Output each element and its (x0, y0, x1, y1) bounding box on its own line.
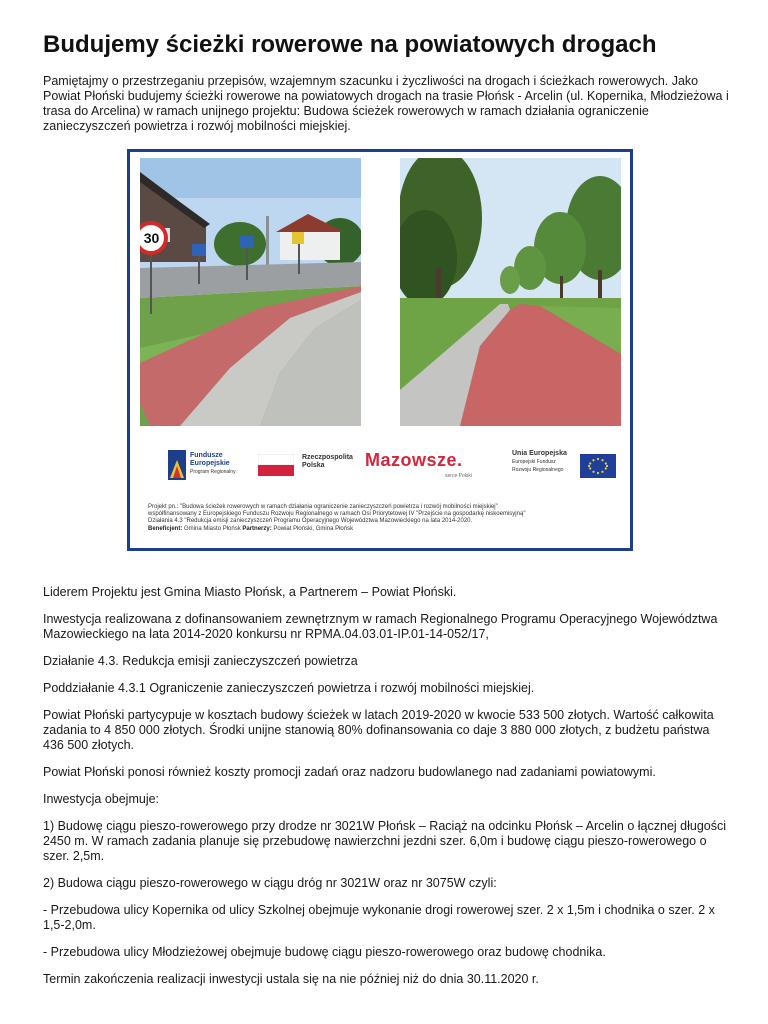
eu-funds-line2: Europejskie (190, 460, 230, 467)
polish-flag-icon (258, 454, 294, 476)
caption-line3: Działania 4.3 "Redukcja emisji zanieczyszczeń Programu Operacyjnego Województwa Mazowieckiego na lata 2014-2020. (148, 518, 473, 525)
body-paragraph: 2) Budowa ciągu pieszo-rowerowego w ciągu dróg nr 3021W oraz nr 3075W czyli: (43, 876, 497, 890)
eu-logo (512, 448, 622, 494)
body-paragraph: Liderem Projektu jest Gmina Miasto Płońsk, a Partnerem – Powiat Płoński. (43, 585, 457, 599)
tree-lined-path-illustration (400, 158, 621, 426)
body-paragraph: Poddziałanie 4.3.1 Ograniczenie zanieczyszczeń powietrza i rozwój mobilności miejskiej. (43, 681, 535, 695)
eu-line3: Rozwoju Regionalnego (512, 467, 564, 473)
page-title: Budujemy ścieżki rowerowe na powiatowych drogach (43, 31, 657, 58)
caption-beneficiary-label: Beneficjent: (148, 525, 183, 532)
body-paragraph: Inwestycja realizowana z dofinansowaniem zewnętrznym w ramach Regionalnego Programu Operacyjnego Województwa Mazowieckiego na lata 2014-2020 konkursu nr RPMA.04.03.01-IP.01-14-052/17, (43, 612, 718, 641)
body-paragraph: Inwestycja obejmuje: (43, 792, 160, 806)
body-paragraph: Działanie 4.3. Redukcja emisji zanieczyszczeń powietrza (43, 654, 358, 668)
caption-line1: Projekt pn.: "Budowa ścieżek rowerowych w ramach działania ograniczenie zanieczyszczeń powietrza i rozwój mobilności miejskiej" (148, 504, 498, 510)
eu-line2: Europejski Fundusz (512, 459, 556, 465)
eu-flag-icon (580, 454, 616, 478)
photo-tree-lined-bike-path (400, 158, 621, 426)
photo-street-bike-path (140, 158, 361, 426)
body-paragraph: Powiat Płoński partycypuje w kosztach budowy ścieżek w latach 2019-2020 w kwocie 533 500 złotych. Wartość całkowita zadania to 4 850 000 złotych. Środki unijne stanowią 80% dofinansowania co daje 3 880 000 złotych, z budżetu państwa 436 500 złotych. (43, 708, 714, 752)
mazowsze-logo (365, 448, 495, 494)
intro-paragraph: Pamiętajmy o przestrzeganiu przepisów, wzajemnym szacunku i życzliwości na drogach i ścieżkach rowerowych. Jako Powiat Płoński budujemy ścieżki rowerowe na powiatowych drogach na trasie Płońsk - Arcelin (ul. Kopernika, Młodzieżowa i trasa do Arcelina) w ramach unijnego projektu: Budowa ścieżek rowerowych w ramach działania ograniczenie zanieczyszczeń powietrza i rozwój mobilności miejskiej. (43, 74, 729, 133)
body-paragraph: 1) Budowę ciągu pieszo-rowerowego przy drodze nr 3021W Płońsk – Raciąż na odcinku Płońsk – Arcelin o łącznej długości 2450 m. W ramach zadania planuje się przebudowę nawierzchni jezdni szer. 6,0m i budowę ciągu pieszo-rowerowego o szer. 2,5m. (43, 819, 727, 863)
eu-line1: Unia Europejska (512, 450, 567, 457)
caption-partners: Powiat Płoński, Gmina Płońsk (273, 525, 354, 532)
mazowsze-tagline: serce Polski (445, 473, 472, 479)
rp-line1: Rzeczpospolita (302, 454, 353, 461)
caption-line2: współfinansowany z Europejskiego Funduszu Rozwoju Regionalnego w ramach Osi Priorytetowej IV "Przejście na gospodarkę niskoemisyjną" (148, 511, 526, 518)
body-paragraph: Powiat Płoński ponosi również koszty promocji zadań oraz nadzoru budowlanego nad zadaniami powiatowymi. (43, 765, 656, 779)
body-paragraph: - Przebudowa ulicy Kopernika od ulicy Szkolnej obejmuje wykonanie drogi rowerowej szer. 2 x 1,5m i chodnika o szer. 2 x 1,5-2,0m. (43, 903, 715, 932)
rp-logo (258, 448, 368, 494)
project-caption (148, 504, 618, 533)
caption-beneficiary-line (148, 526, 618, 533)
street-bike-path-illustration (140, 158, 361, 426)
body-paragraph: - Przebudowa ulicy Młodzieżowej obejmuje budowę ciągu pieszo-rowerowego oraz budowę chodnika. (43, 945, 606, 959)
caption-beneficiary: Gmina Miasto Płońsk (184, 525, 241, 532)
funding-logos (140, 448, 622, 498)
rp-line2: Polska (302, 462, 325, 469)
caption-partners-label: Partnerzy: (242, 525, 272, 532)
eu-funds-line1: Fundusze (190, 452, 223, 459)
eu-funds-logo (168, 448, 268, 494)
project-poster (127, 149, 633, 551)
speed-limit-sign: 30 (143, 230, 160, 246)
eu-funds-emblem-icon (168, 450, 186, 480)
body-paragraph: Termin zakończenia realizacji inwestycji ustala się na nie później niż do dnia 30.11.2020 r. (43, 972, 539, 986)
mazowsze-wordmark: Mazowsze. (365, 450, 463, 470)
eu-funds-line3: Program Regionalny (190, 469, 236, 475)
article-body (43, 585, 733, 999)
